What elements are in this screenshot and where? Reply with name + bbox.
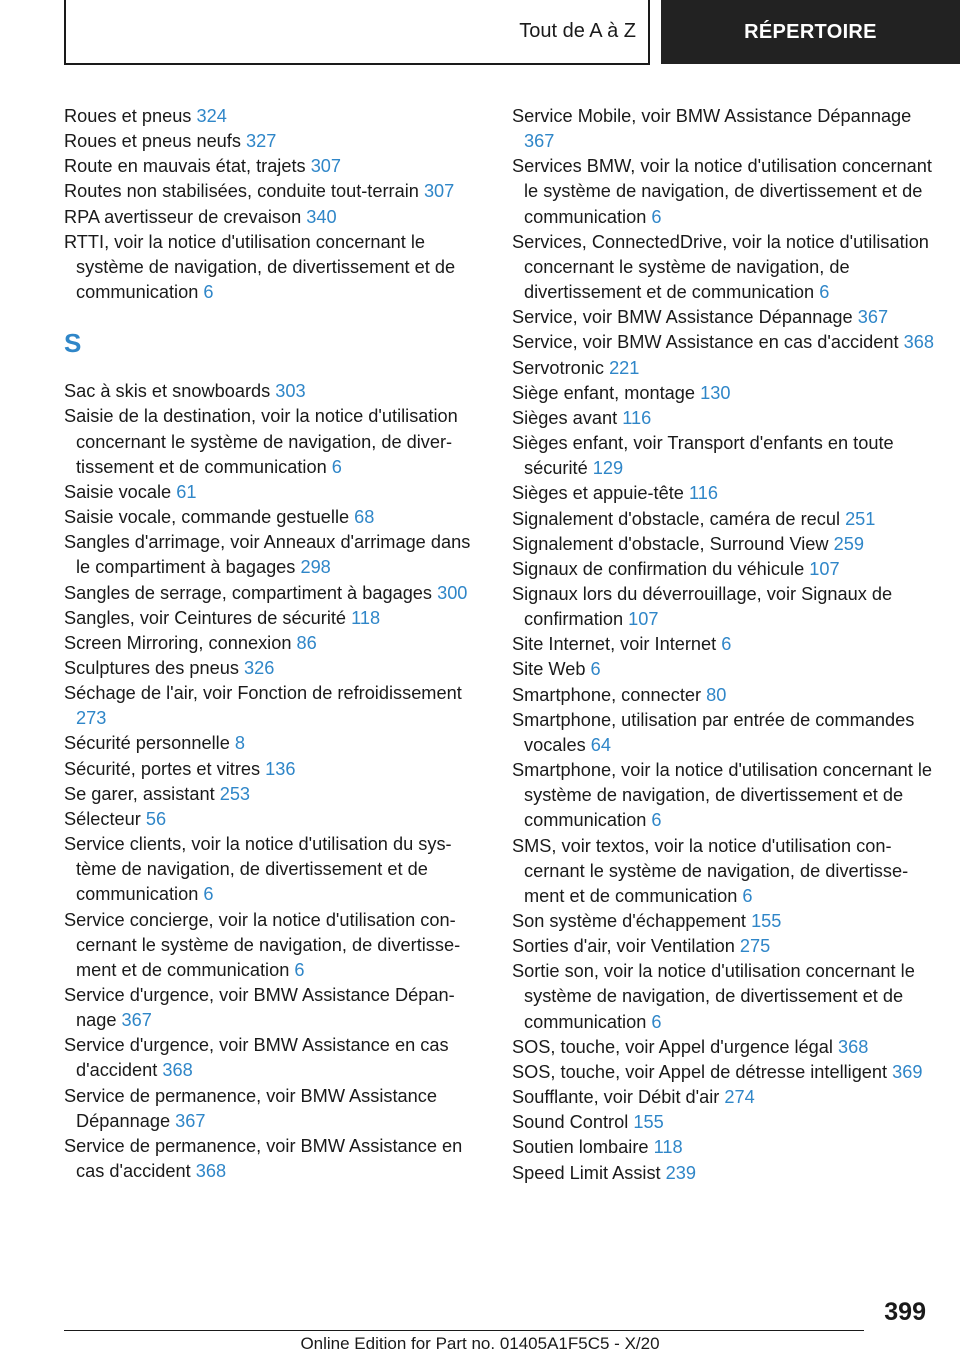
index-entry: [64, 606, 484, 631]
index-page-link[interactable]: 118: [351, 607, 381, 628]
index-page-link[interactable]: 367: [857, 307, 889, 328]
index-entry-text: Sélecteur: [64, 808, 141, 829]
index-entry: [64, 179, 484, 204]
index-page-link[interactable]: 303: [275, 381, 306, 402]
index-entry-text: Sortie son, voir la notice d'utilisation concernant le système de navigation, de divertissement et de communication: [512, 961, 915, 1032]
index-entry-text: Signaux lors du déverrouillage, voir Signaux de confirmation: [512, 583, 893, 630]
index-entry-text: Service concierge, voir la notice d'utilisation concernant le système de navigation, de divertissement et de communication: [64, 909, 461, 980]
index-entry-text: Service d'urgence, voir BMW Assistance en cas d'accident: [64, 1035, 449, 1081]
index-entry-text: Speed Limit Assist: [512, 1162, 661, 1183]
index-entry-text: Routes non stabilisées, conduite tout-terrain: [64, 181, 419, 202]
index-page-link[interactable]: 107: [809, 558, 840, 579]
index-entry: [512, 381, 942, 406]
index-entry: [512, 532, 942, 557]
index-entry: [64, 129, 484, 154]
index-entry-text: Son système d'échappement: [512, 911, 746, 931]
index-page-link[interactable]: 116: [688, 483, 718, 504]
index-entry: [64, 983, 484, 1033]
index-entry-text: Sièges enfant, voir Transport d'enfants en toute sécurité: [512, 433, 894, 479]
index-page-link[interactable]: 61: [176, 481, 197, 502]
index-entry: [512, 230, 942, 305]
index-entry: [512, 582, 942, 632]
index-entry-text: Sound Control: [512, 1112, 629, 1133]
index-entry-text: SOS, touche, voir Appel de détresse intelligent: [512, 1061, 888, 1082]
index-page-link[interactable]: 368: [162, 1060, 193, 1081]
index-entry: [512, 1135, 942, 1160]
index-entry: [64, 230, 484, 305]
index-entry-text: Services, ConnectedDrive, voir la notice d'utilisation concernant le système de navigation, de divertissement et de communication: [512, 231, 929, 303]
index-entry: [512, 758, 942, 833]
footer-edition: Online Edition for Part no. 01405A1F5C5 - X/20: [300, 1334, 660, 1353]
index-page-link[interactable]: 324: [196, 106, 227, 126]
index-entry: [512, 959, 942, 1034]
index-entry: [512, 909, 942, 934]
index-entry-text: Soutien lombaire: [512, 1137, 649, 1158]
index-entry-text: Sorties d'air, voir Ventilation: [512, 936, 735, 957]
index-entry: [512, 507, 942, 532]
index-page-link[interactable]: 259: [833, 533, 864, 554]
index-entry-text: Sièges et appuie-tête: [512, 483, 684, 504]
index-page-link[interactable]: 368: [195, 1161, 227, 1182]
index-entry-text: Siège enfant, montage: [512, 382, 696, 403]
index-page-link[interactable]: 80: [706, 684, 727, 705]
index-page-link[interactable]: 369: [892, 1061, 923, 1082]
index-entry-text: Signaux de confirmation du véhicule: [512, 558, 805, 579]
index-entry-text: Sangles de serrage, compartiment à bagages: [64, 582, 433, 603]
index-entry: [512, 481, 942, 506]
index-page-link[interactable]: 298: [300, 557, 331, 578]
index-entry: [64, 908, 484, 983]
index-page-link[interactable]: 155: [633, 1112, 664, 1133]
index-entry-text: Saisie vocale: [64, 481, 172, 502]
index-entry: [64, 104, 484, 129]
index-entry-text: Service, voir BMW Assistance en cas d'accident: [512, 332, 899, 353]
index-entry: [512, 1085, 942, 1110]
index-entry: [64, 807, 484, 832]
index-entry-text: Service d'urgence, voir BMW Assistance Dépannage: [64, 985, 455, 1031]
index-entry-text: Service de permanence, voir BMW Assistance Dépannage: [64, 1085, 437, 1131]
index-entry-text: Sangles d'arrimage, voir Anneaux d'arrimage dans le compartiment à bagages: [64, 532, 471, 578]
index-entry: [512, 104, 942, 154]
section-tab: [66, 0, 636, 63]
index-entry-text: Service, voir BMW Assistance Dépannage: [512, 307, 853, 328]
index-entry: [512, 1035, 942, 1060]
index-entry-text: Smartphone, utilisation par entrée de commandes vocales: [512, 709, 915, 755]
index-entry: [64, 480, 484, 505]
index-entry-text: Site Web: [512, 659, 586, 680]
index-entry: [512, 431, 942, 481]
index-entry: [512, 330, 942, 355]
index-page-link[interactable]: 6: [331, 456, 342, 477]
index-page-link[interactable]: 6: [721, 634, 732, 655]
index-page-link[interactable]: 64: [590, 734, 611, 755]
index-entry-text: Sac à skis et snowboards: [64, 381, 271, 402]
chapter-title: RÉPERTOIRE: [744, 20, 877, 43]
index-entry-text: SMS, voir textos, voir la notice d'utilisation concernant le système de navigation, de divertissement et de communication: [512, 835, 909, 906]
index-page-link[interactable]: 86: [296, 632, 317, 653]
index-page-link[interactable]: 251: [845, 508, 876, 529]
index-entry-text: Smartphone, voir la notice d'utilisation concernant le système de navigation, de divertissement et de communication: [512, 760, 932, 831]
index-page-link[interactable]: 221: [609, 357, 640, 378]
index-entry: [64, 757, 484, 782]
index-entry-text: Se garer, assistant: [64, 783, 215, 804]
index-page-link[interactable]: 253: [219, 783, 251, 804]
index-entry-text: Roues et pneus neufs: [64, 131, 241, 152]
index-entry-text: Séchage de l'air, voir Fonction de refroidissement: [64, 683, 462, 704]
index-entry-text: RTTI, voir la notice d'utilisation concernant le système de navigation, de divertissement et de communication: [64, 231, 456, 303]
index-entry: [512, 708, 942, 758]
index-entry: [64, 581, 484, 606]
index-entry: [64, 681, 484, 731]
index-entry: [64, 731, 484, 756]
index-page-link[interactable]: 367: [175, 1110, 206, 1131]
index-page-link[interactable]: 6: [819, 282, 830, 303]
index-page-link[interactable]: 118: [653, 1137, 683, 1158]
index-entry: [64, 530, 484, 580]
index-page-link[interactable]: 6: [590, 659, 601, 680]
index-page-link[interactable]: 274: [724, 1087, 755, 1108]
index-entry: [64, 782, 484, 807]
index-page-link[interactable]: 273: [76, 708, 107, 729]
index-entry: [512, 1161, 942, 1186]
index-entry: [64, 505, 484, 530]
page-number: 399: [884, 1298, 926, 1326]
index-entry: [64, 404, 484, 479]
index-page-link[interactable]: 326: [243, 657, 275, 678]
index-column-left: [64, 104, 484, 1184]
index-page-link[interactable]: 307: [310, 156, 342, 177]
index-page-link[interactable]: 6: [203, 884, 214, 905]
index-page-link[interactable]: 327: [246, 131, 277, 152]
index-page-link[interactable]: 239: [665, 1162, 697, 1183]
index-entry: [512, 934, 942, 959]
index-entry-text: Sculptures des pneus: [64, 657, 239, 678]
index-entry: [64, 1033, 484, 1083]
index-entry-text: Saisie de la destination, voir la notice d'utilisation concernant le système de navigation, de divertissement et de communication: [64, 406, 458, 477]
index-page-link[interactable]: 116: [622, 407, 652, 428]
header-right-rule: [648, 0, 650, 64]
index-entry-text: Smartphone, connecter: [512, 684, 702, 705]
chapter-tab: [661, 0, 960, 64]
index-page-link[interactable]: 6: [294, 959, 305, 980]
index-entry-text: Site Internet, voir Internet: [512, 634, 717, 655]
section-title: Tout de A à Z: [519, 20, 636, 42]
index-entry: [512, 683, 942, 708]
index-entry: [512, 557, 942, 582]
index-entry: [64, 205, 484, 230]
index-entry: [64, 656, 484, 681]
index-column-right: [512, 104, 942, 1186]
index-page-link[interactable]: 6: [651, 810, 662, 831]
index-page-link[interactable]: 367: [524, 131, 555, 152]
index-entry-text: Soufflante, voir Débit d'air: [512, 1087, 720, 1108]
footer-rule: [64, 1330, 864, 1331]
index-page-link[interactable]: 6: [651, 206, 662, 227]
index-entry: [512, 356, 942, 381]
index-page-link[interactable]: 129: [592, 458, 624, 479]
index-entry: [512, 657, 942, 682]
index-page-link[interactable]: 6: [203, 282, 214, 303]
index-page-link[interactable]: 68: [354, 507, 375, 528]
index-entry: [64, 154, 484, 179]
index-entry-text: Service Mobile, voir BMW Assistance Dépannage: [512, 106, 912, 126]
index-entry: [512, 1060, 942, 1085]
index-entry: [512, 406, 942, 431]
index-entry-text: Sangles, voir Ceintures de sécurité: [64, 607, 347, 628]
index-page-link[interactable]: 300: [437, 582, 468, 603]
index-page-link[interactable]: 307: [423, 181, 455, 202]
index-entry-text: SOS, touche, voir Appel d'urgence légal: [512, 1036, 833, 1057]
index-page-link[interactable]: 130: [700, 382, 731, 403]
index-entry: [512, 305, 942, 330]
index-entry-text: RPA avertisseur de crevaison: [64, 206, 302, 227]
index-entry-text: Servotronic: [512, 357, 604, 378]
index-page-link[interactable]: 136: [265, 758, 296, 779]
index-page-link[interactable]: 56: [145, 808, 167, 829]
index-entry: [64, 1084, 484, 1134]
index-entry: [512, 154, 942, 229]
index-entry: [64, 631, 484, 656]
index-entry-text: Saisie vocale, commande gestuelle: [64, 507, 350, 528]
index-entry-text: Roues et pneus: [64, 106, 192, 126]
index-entry-text: Services BMW, voir la notice d'utilisation concernant le système de navigation, de divertissement et de communication: [512, 156, 932, 227]
index-entry: [512, 834, 942, 909]
index-entry: [512, 1110, 942, 1135]
index-page-link[interactable]: 367: [121, 1010, 152, 1031]
index-entry-text: Sièges avant: [512, 407, 618, 428]
index-page-link[interactable]: 368: [838, 1036, 869, 1057]
index-entry: [64, 832, 484, 907]
index-entry-text: Screen Mirroring, connexion: [64, 632, 292, 653]
index-entry: [64, 379, 484, 404]
index-page-link[interactable]: 6: [651, 1011, 662, 1032]
header-bottom-rule: [64, 63, 650, 65]
index-entry-text: Service de permanence, voir BMW Assistance en cas d'accident: [64, 1135, 463, 1182]
index-page-link[interactable]: 8: [234, 733, 245, 754]
index-page-link[interactable]: 340: [306, 206, 337, 227]
index-letter-heading: S: [64, 328, 82, 359]
index-entry: [64, 1134, 484, 1184]
index-entry-text: Sécurité personnelle: [64, 733, 230, 754]
index-page-link[interactable]: 6: [742, 885, 753, 906]
index-entry: [512, 632, 942, 657]
index-entry-text: Signalement d'obstacle, caméra de recul: [512, 508, 840, 529]
index-entry-text: Route en mauvais état, trajets: [64, 156, 306, 177]
index-page-link[interactable]: 155: [751, 911, 782, 931]
index-page-link[interactable]: 368: [903, 332, 934, 353]
index-page-link[interactable]: 107: [628, 609, 659, 630]
index-entry-text: Sécurité, portes et vitres: [64, 758, 261, 779]
index-entry-text: Service clients, voir la notice d'utilisation du système de navigation, de divertissement et de communication: [64, 834, 452, 905]
index-entry-text: Signalement d'obstacle, Surround View: [512, 533, 829, 554]
index-page-link[interactable]: 275: [739, 936, 771, 957]
